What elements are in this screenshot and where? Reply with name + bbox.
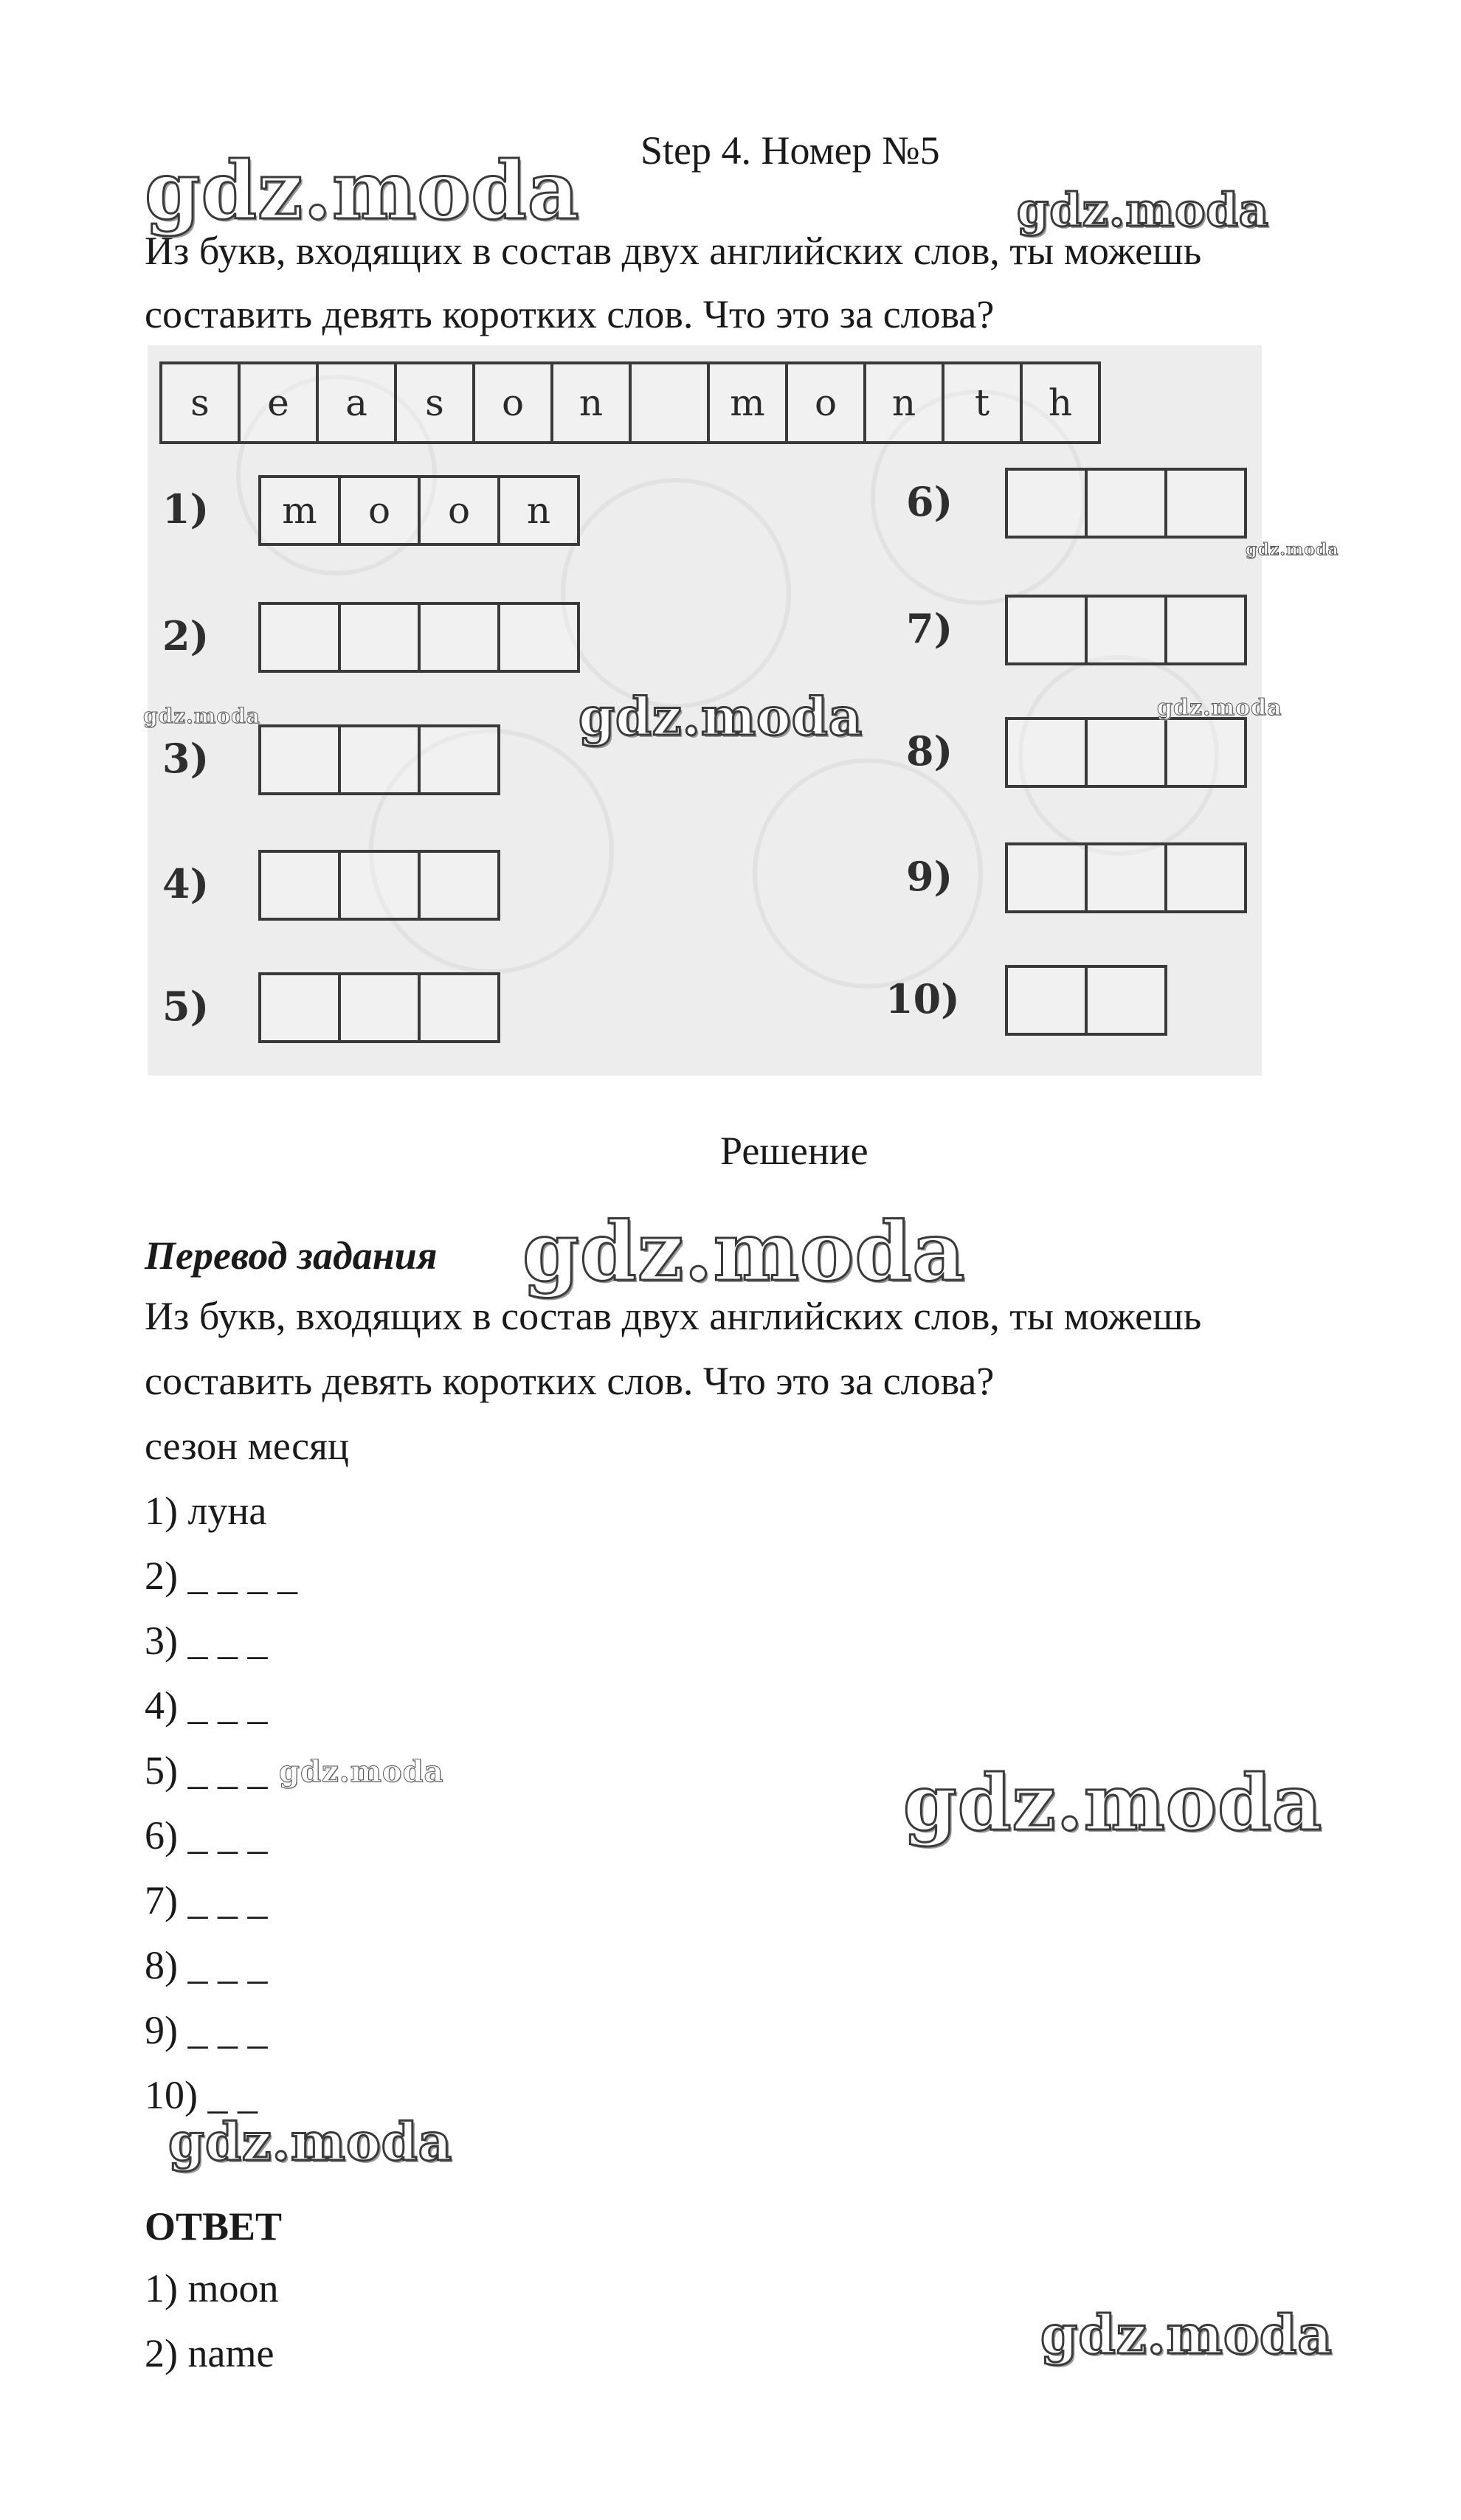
letter-box xyxy=(1005,717,1088,788)
letter-box xyxy=(338,602,421,673)
translation-line: 1) луна xyxy=(145,1489,267,1533)
item-number: 6) xyxy=(906,478,953,525)
task-line-1: Из букв, входящих в состав двух английских слов, ты можешь xyxy=(145,229,1202,273)
letter-box: s xyxy=(394,361,475,444)
translation-line: 10) _ _ xyxy=(145,2073,258,2117)
letter-box xyxy=(1005,965,1088,1036)
letter-box: n xyxy=(550,361,632,444)
translation-line: 8) _ _ _ xyxy=(145,1943,268,1987)
translation-line: 9) _ _ _ xyxy=(145,2008,268,2052)
watermark: gdz.moda xyxy=(1040,2303,1333,2366)
letter-box xyxy=(1164,717,1247,788)
translation-line: 7) _ _ _ xyxy=(145,1878,268,1922)
letter-box xyxy=(1085,595,1167,665)
watermark: gdz.moda xyxy=(143,704,260,728)
answer-line: 1) moon xyxy=(145,2266,279,2310)
item-number: 2) xyxy=(162,612,210,660)
letter-box xyxy=(1005,595,1088,665)
letter-box xyxy=(1085,468,1167,539)
letter-box xyxy=(1164,842,1247,913)
item-number: 4) xyxy=(162,860,210,907)
letter-box xyxy=(1085,965,1167,1036)
letter-box: n xyxy=(497,475,580,546)
letter-box xyxy=(338,972,421,1043)
page-title: Step 4. Номер №5 xyxy=(640,128,940,173)
letter-box: o xyxy=(418,475,500,546)
letter-box: o xyxy=(338,475,421,546)
letter-box: m xyxy=(707,361,788,444)
watermark: gdz.moda xyxy=(903,1757,1323,1848)
letter-box xyxy=(1164,595,1247,665)
translation-line: Из букв, входящих в состав двух английских слов, ты можешь xyxy=(145,1294,1202,1338)
watermark: gdz.moda xyxy=(1017,183,1269,237)
letter-box xyxy=(418,602,500,673)
task-line-2: составить девять коротких слов. Что это за слова? xyxy=(145,292,995,336)
letter-box xyxy=(258,972,341,1043)
letter-box: m xyxy=(258,475,341,546)
translation-line: 3) _ _ _ xyxy=(145,1619,268,1663)
item-number: 7) xyxy=(906,605,953,652)
letter-box: t xyxy=(942,361,1023,444)
letter-box: o xyxy=(472,361,553,444)
translation-line: составить девять коротких слов. Что это за слова? xyxy=(145,1359,995,1403)
watermark: gdz.moda xyxy=(522,1204,966,1299)
item-number: 10) xyxy=(885,975,960,1022)
item-number: 8) xyxy=(906,727,953,775)
answer-line: 2) name xyxy=(145,2331,274,2375)
answer-heading: ОТВЕТ xyxy=(145,2204,283,2249)
letter-box xyxy=(1164,468,1247,539)
translation-line: 6) _ _ _ xyxy=(145,1813,268,1858)
watermark: gdz.moda xyxy=(145,145,580,238)
letter-box: h xyxy=(1020,361,1101,444)
solution-heading: Решение xyxy=(720,1129,868,1173)
translation-line: 4) _ _ _ xyxy=(145,1683,268,1728)
letter-box xyxy=(629,361,710,444)
translation-line: 5) _ _ _ xyxy=(145,1748,268,1793)
letter-box xyxy=(1005,468,1088,539)
letter-box xyxy=(1085,717,1167,788)
watermark: gdz.moda xyxy=(279,1754,444,1789)
item-number: 9) xyxy=(906,853,953,900)
translation-heading: Перевод задания xyxy=(145,1233,438,1278)
watermark: gdz.moda xyxy=(168,2111,453,2173)
watermark: gdz.moda xyxy=(578,686,863,747)
item-number: 5) xyxy=(162,983,210,1030)
letter-box: o xyxy=(785,361,866,444)
item-number: 1) xyxy=(162,485,210,533)
letter-box: s xyxy=(159,361,241,444)
letter-box xyxy=(258,602,341,673)
letter-box: n xyxy=(863,361,944,444)
letter-box xyxy=(1085,842,1167,913)
watermark: gdz.moda xyxy=(1246,540,1339,559)
letter-box xyxy=(418,850,500,921)
translation-line: 2) _ _ _ _ xyxy=(145,1554,297,1598)
letter-box: e xyxy=(238,361,319,444)
translation-line: сезон месяц xyxy=(145,1424,349,1468)
letter-box xyxy=(258,850,341,921)
letter-box xyxy=(1005,842,1088,913)
item-number: 3) xyxy=(162,735,210,782)
letter-box xyxy=(418,724,500,795)
letter-box: a xyxy=(316,361,397,444)
letter-box xyxy=(497,602,580,673)
letter-box xyxy=(418,972,500,1043)
watermark: gdz.moda xyxy=(1157,695,1282,721)
letter-box xyxy=(258,724,341,795)
letter-box xyxy=(338,724,421,795)
letter-box xyxy=(338,850,421,921)
